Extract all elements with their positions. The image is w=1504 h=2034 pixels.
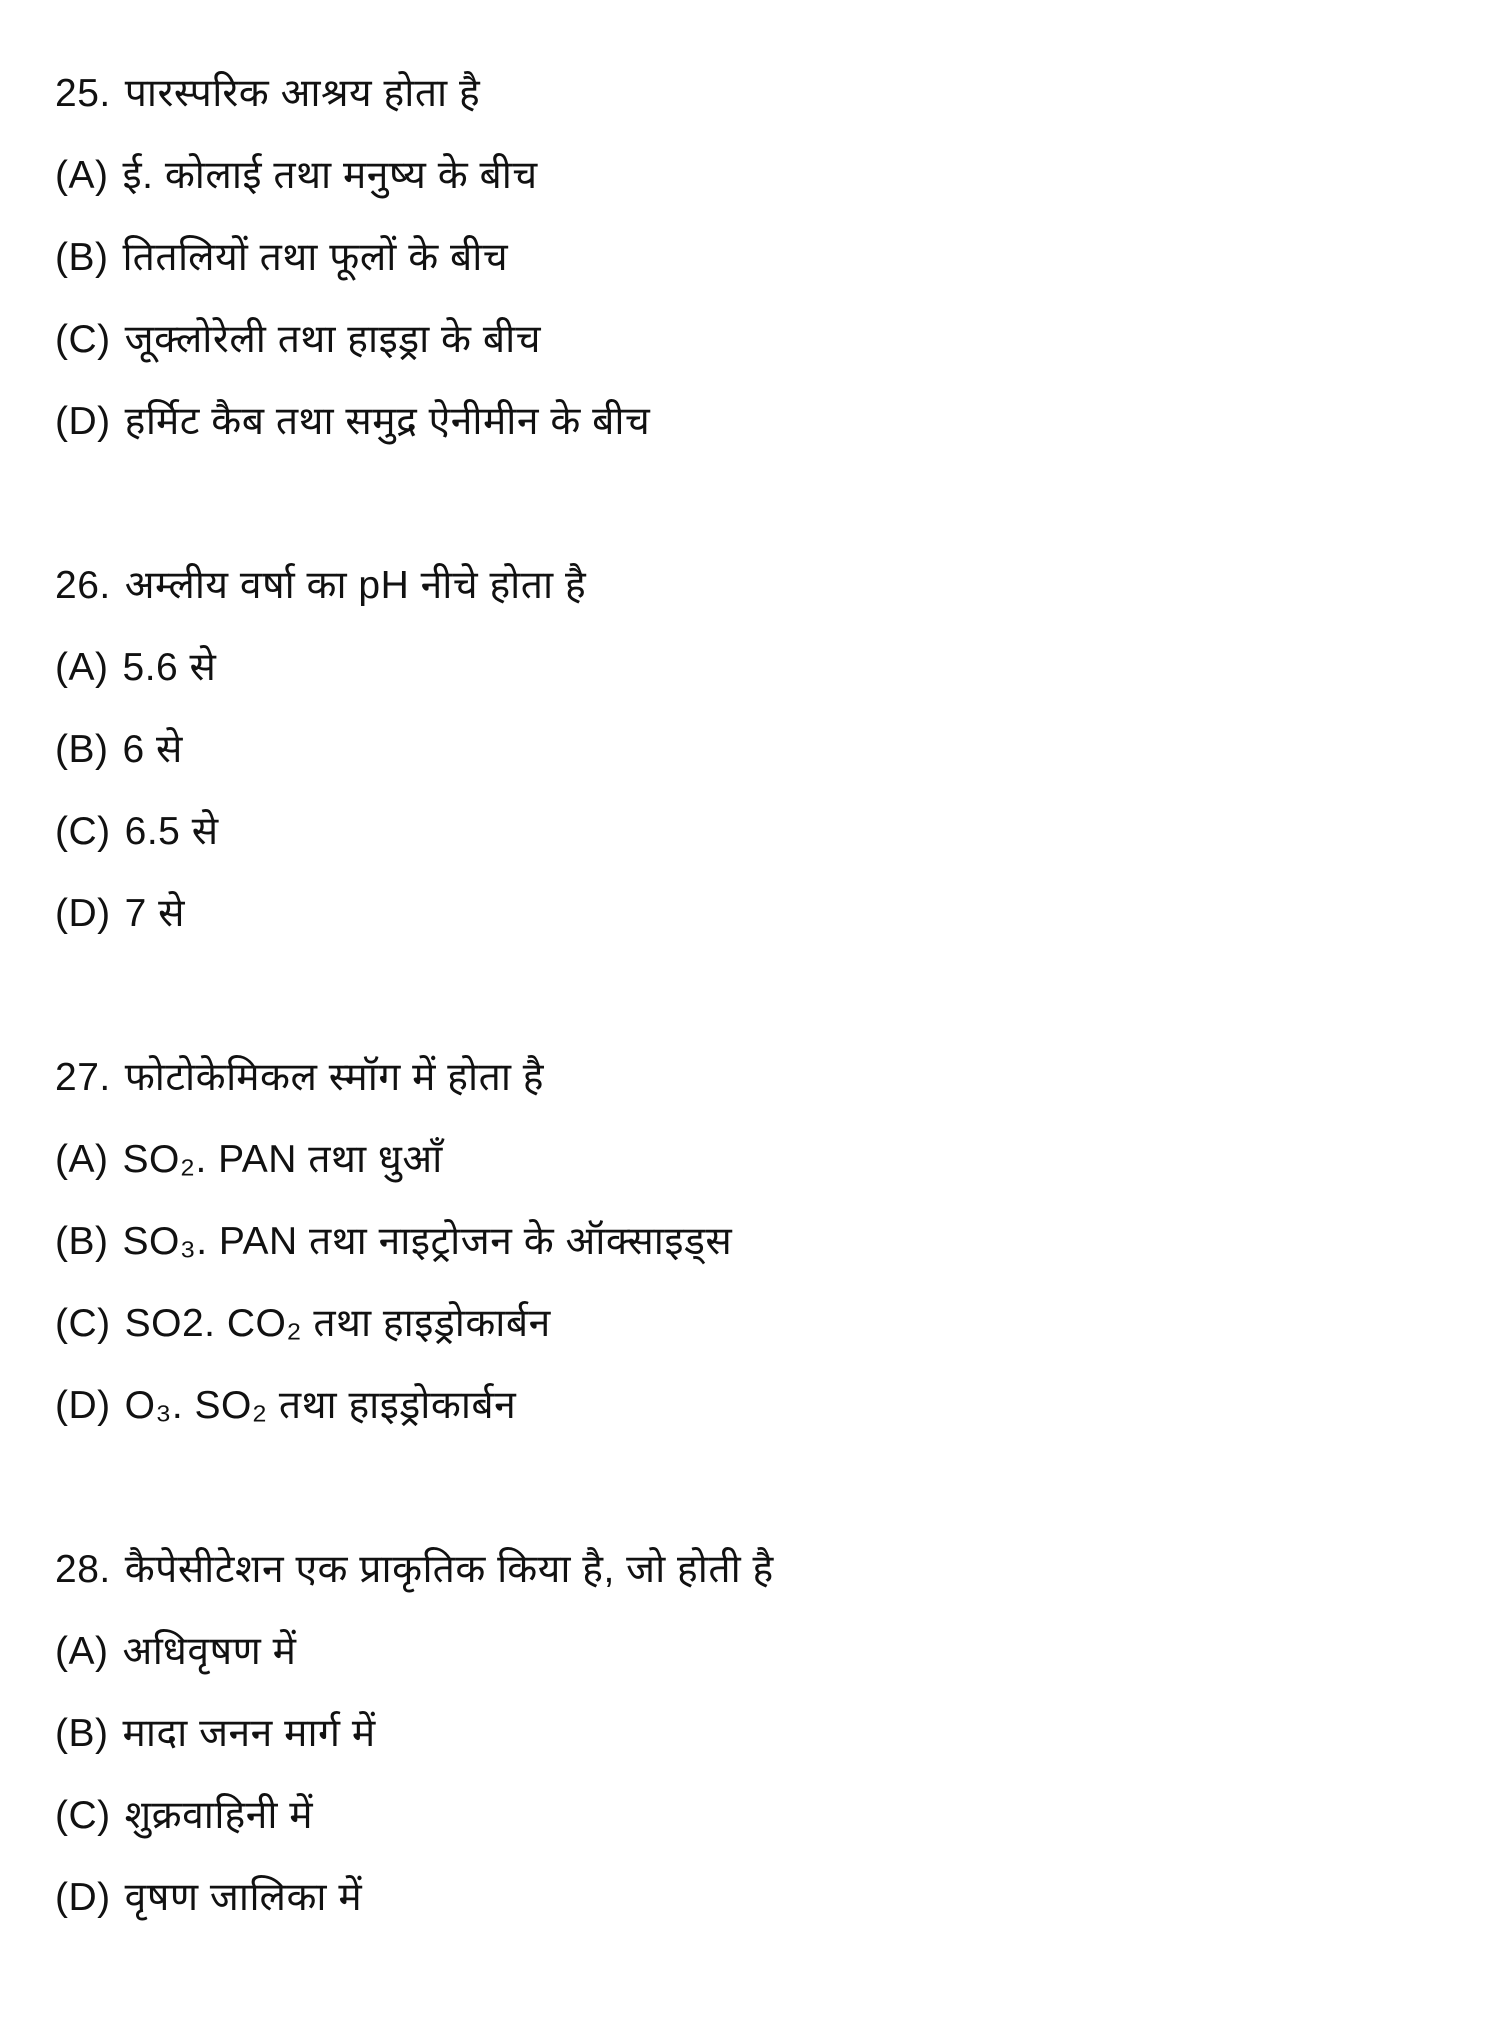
option-text: 6 से xyxy=(122,728,183,771)
option-text: ई. कोलाई तथा मनुष्य के बीच xyxy=(122,154,538,197)
option-text: SO₂. PAN तथा धुआँ xyxy=(122,1138,443,1181)
option-label: (A) xyxy=(55,1630,109,1673)
option-label: (B) xyxy=(55,1220,109,1263)
question-27 xyxy=(55,1037,1455,1447)
option-label: (A) xyxy=(55,1138,109,1181)
question-number: 27. xyxy=(55,1056,111,1099)
question-number: 28. xyxy=(55,1548,111,1591)
option-text: मादा जनन मार्ग में xyxy=(122,1712,376,1755)
option-label: (B) xyxy=(55,1712,109,1755)
option-text: 7 से xyxy=(124,892,186,935)
question-text: कैपेसीटेशन एक प्राकृतिक किया है, जो होती है xyxy=(124,1548,774,1591)
question-number: 25. xyxy=(55,72,111,115)
question-stem xyxy=(55,1529,1455,1611)
question-25 xyxy=(55,53,1455,463)
option-text: शुक्रवाहिनी में xyxy=(124,1794,314,1837)
question-text: फोटोकेमिकल स्मॉग में होता है xyxy=(124,1056,544,1099)
option-a xyxy=(55,627,1455,709)
question-text: अम्लीय वर्षा का pH नीचे होता है xyxy=(124,564,587,607)
option-label: (B) xyxy=(55,728,109,771)
option-d xyxy=(55,381,1455,463)
option-d xyxy=(55,1365,1455,1447)
option-text: हर्मिट कैब तथा समुद्र ऐनीमीन के बीच xyxy=(124,400,651,443)
option-text: 5.6 से xyxy=(122,646,217,689)
option-b xyxy=(55,1201,1455,1283)
option-c xyxy=(55,1283,1455,1365)
option-c xyxy=(55,1775,1455,1857)
option-label: (D) xyxy=(55,1876,111,1919)
option-label: (D) xyxy=(55,1384,111,1427)
question-stem xyxy=(55,1037,1455,1119)
option-label: (D) xyxy=(55,400,111,443)
option-label: (A) xyxy=(55,646,109,689)
question-stem xyxy=(55,545,1455,627)
option-a xyxy=(55,1119,1455,1201)
option-text: अधिवृषण में xyxy=(122,1630,297,1673)
option-label: (C) xyxy=(55,1794,111,1837)
option-text: 6.5 से xyxy=(124,810,219,853)
question-26 xyxy=(55,545,1455,955)
option-a xyxy=(55,135,1455,217)
option-c xyxy=(55,791,1455,873)
option-c xyxy=(55,299,1455,381)
option-label: (C) xyxy=(55,318,111,361)
option-text: वृषण जालिका में xyxy=(124,1876,363,1919)
option-d xyxy=(55,1857,1455,1939)
option-label: (A) xyxy=(55,154,109,197)
option-text: जूक्लोरेली तथा हाइड्रा के बीच xyxy=(124,318,541,361)
option-text: SO₃. PAN तथा नाइट्रोजन के ऑक्साइड्स xyxy=(122,1220,733,1263)
option-text: SO2. CO₂ तथा हाइड्रोकार्बन xyxy=(124,1302,551,1345)
option-a xyxy=(55,1611,1455,1693)
option-b xyxy=(55,709,1455,791)
option-label: (B) xyxy=(55,236,109,279)
question-text: पारस्परिक आश्रय होता है xyxy=(124,72,481,115)
option-b xyxy=(55,1693,1455,1775)
question-stem xyxy=(55,53,1455,135)
option-text: तितलियों तथा फूलों के बीच xyxy=(122,236,509,279)
option-b xyxy=(55,217,1455,299)
option-label: (C) xyxy=(55,810,111,853)
question-number: 26. xyxy=(55,564,111,607)
question-28 xyxy=(55,1529,1455,1939)
option-label: (D) xyxy=(55,892,111,935)
option-label: (C) xyxy=(55,1302,111,1345)
option-d xyxy=(55,873,1455,955)
option-text: O₃. SO₂ तथा हाइड्रोकार्बन xyxy=(124,1384,517,1427)
